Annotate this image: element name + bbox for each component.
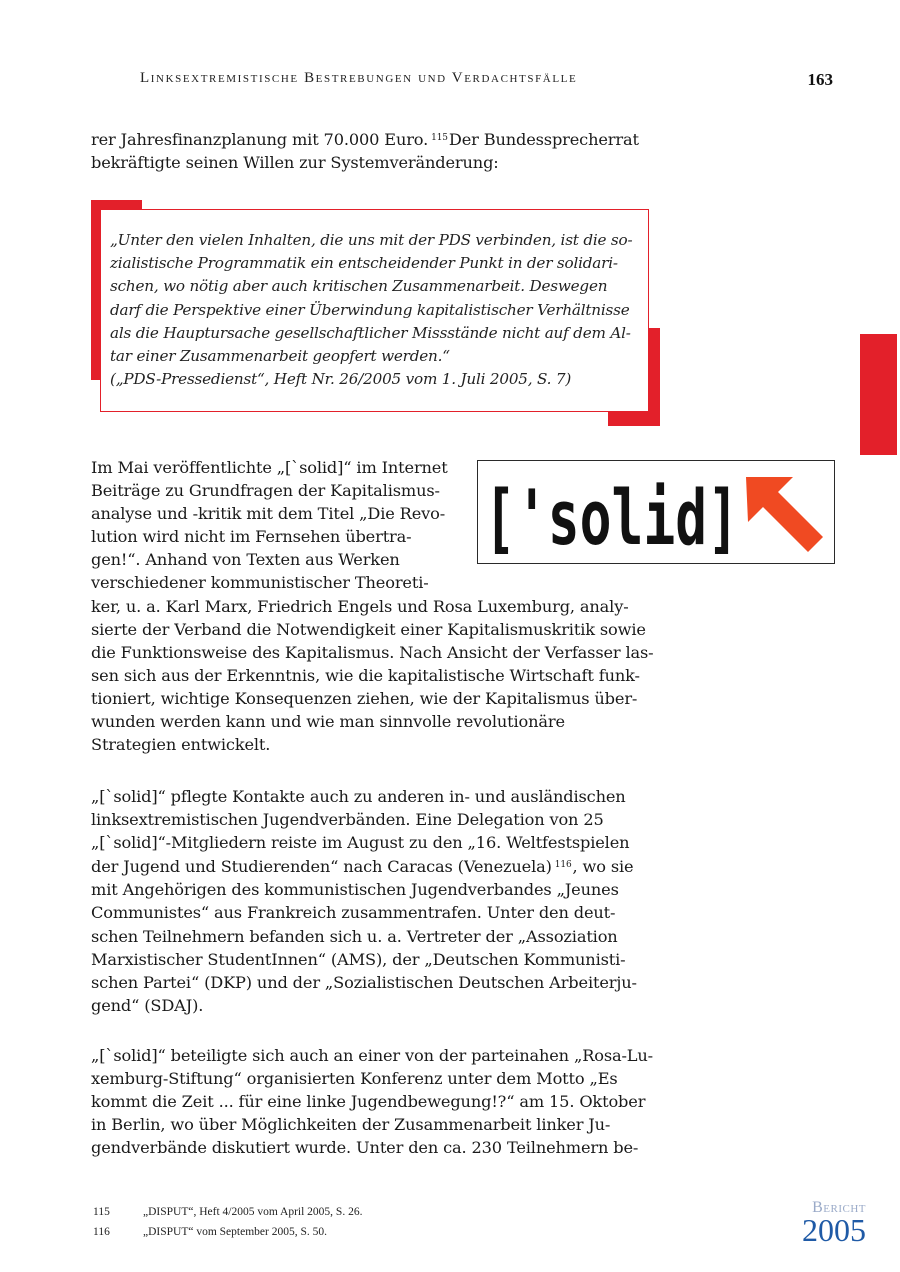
quote-line: zialistische Programmatik ein entscheidender Punkt in der solidari- xyxy=(110,254,618,273)
ref-line-text-after: , wo sie xyxy=(572,857,634,877)
quote-text xyxy=(110,229,632,391)
intro-text-after: Der Bundessprecherrat xyxy=(448,130,639,149)
footnote-ref-115[interactable]: 115 xyxy=(431,133,448,143)
quote-line: darf die Perspektive einer Überwindung kapitalistischer Verhältnisse xyxy=(110,300,630,319)
intro-text-before: rer Jahresfinanzplanung mit 70.000 Euro. xyxy=(91,130,429,149)
paragraph-solid-contacts xyxy=(91,785,637,1017)
paragraph-line xyxy=(91,854,637,878)
paragraph-line: Communistes“ aus Frankreich zusammentrafen. Unter den deut- xyxy=(91,903,616,923)
quote-line: tar einer Zusammenarbeit geopfert werden.“ xyxy=(110,347,450,366)
paragraph-line: gen!“. Anhand von Texten aus Werken xyxy=(91,550,400,570)
paragraph-line: analyse und -kritik mit dem Titel „Die Revo- xyxy=(91,504,446,524)
paragraph-line: die Funktionsweise des Kapitalismus. Nach Ansicht der Verfasser las- xyxy=(91,642,654,662)
chapter-marker-tab xyxy=(860,334,897,455)
intro-line-2: bekräftigte seinen Willen zur Systemveränderung: xyxy=(91,153,499,173)
paragraph-line: gendverbände diskutiert wurde. Unter den ca. 230 Teilnehmern be- xyxy=(91,1138,639,1158)
page-number: 163 xyxy=(807,70,833,89)
running-header-title: Linksextremistische Bestrebungen und Verdachtsfälle xyxy=(140,70,578,86)
paragraph-line: mit Angehörigen des kommunistischen Jugendverbandes „Jeunes xyxy=(91,880,619,900)
intro-line-1 xyxy=(91,127,639,151)
footnote-115 xyxy=(93,1202,362,1222)
quote-line: schen, wo nötig aber auch kritischen Zusammenarbeit. Deswegen xyxy=(110,277,608,296)
quote-source: („PDS-Pressedienst“, Heft Nr. 26/2005 vom 1. Juli 2005, S. 7) xyxy=(110,370,572,389)
footnote-number: 116 xyxy=(93,1226,110,1238)
paragraph-line: „[`solid]“-Mitgliedern reiste im August zu den „16. Weltfestspielen xyxy=(91,833,630,853)
paragraph-line: tioniert, wichtige Konsequenzen ziehen, wie der Kapitalismus über- xyxy=(91,688,638,708)
paragraph-line: ker, u. a. Karl Marx, Friedrich Engels und Rosa Luxemburg, analy- xyxy=(91,596,629,616)
footnote-number: 115 xyxy=(93,1206,110,1218)
paragraph-line: „[`solid]“ beteiligte sich auch an einer von der parteinahen „Rosa-Lu- xyxy=(91,1046,653,1065)
paragraph-line: Strategien entwickelt. xyxy=(91,735,271,755)
footnote-text: „DISPUT“, Heft 4/2005 vom April 2005, S. 26. xyxy=(143,1206,363,1218)
footnotes xyxy=(93,1202,362,1242)
paragraph-line: Beiträge zu Grundfragen der Kapitalismus- xyxy=(91,481,440,501)
paragraph-line: verschiedener kommunistischer Theoreti- xyxy=(91,573,429,593)
paragraph-line: wunden werden kann und wie man sinnvolle revolutionäre xyxy=(91,712,565,732)
paragraph-line: kommt die Zeit ... für eine linke Jugendbewegung!?“ am 15. Oktober xyxy=(91,1092,646,1112)
paragraph-line: sierte der Verband die Notwendigkeit einer Kapitalismuskritik sowie xyxy=(91,619,646,639)
solid-logo-text: ['solid] xyxy=(484,473,739,562)
paragraph-line: lution wird nicht im Fernsehen übertra- xyxy=(91,527,412,547)
paragraph-solid-conference xyxy=(91,1044,653,1159)
intro-paragraph xyxy=(91,127,639,174)
quote-line: als die Hauptursache gesellschaftlicher Missstände nicht auf dem Al- xyxy=(110,323,631,342)
paragraph-line: sen sich aus der Erkenntnis, wie die kapitalistische Wirtschaft funk- xyxy=(91,665,640,685)
quote-line: „Unter den vielen Inhalten, die uns mit der PDS verbinden, ist die so- xyxy=(110,231,633,249)
footnote-text: „DISPUT“ vom September 2005, S. 50. xyxy=(143,1226,327,1238)
footnote-116 xyxy=(93,1222,362,1242)
paragraph-line: „[`solid]“ pflegte Kontakte auch zu anderen in- und ausländischen xyxy=(91,787,626,806)
paragraph-line: schen Teilnehmern befanden sich u. a. Vertreter der „Assoziation xyxy=(91,926,618,946)
ref-line-text: der Jugend und Studierenden“ nach Caracas (Venezuela) xyxy=(91,857,552,877)
report-brand-year: 2005 xyxy=(802,1212,866,1248)
paragraph-line: in Berlin, wo über Möglichkeiten der Zusammenarbeit linker Ju- xyxy=(91,1115,611,1135)
paragraph-line: Marxistischer StudentInnen“ (AMS), der „Deutschen Kommunisti- xyxy=(91,949,626,969)
paragraph-line: schen Partei“ (DKP) und der „Sozialistischen Deutschen Arbeiterju- xyxy=(91,972,637,992)
report-brand-word: Bericht xyxy=(812,1199,866,1216)
paragraph-solid-publication xyxy=(91,456,654,756)
paragraph-line: xemburg-Stiftung“ organisierten Konferenz unter dem Motto „Es xyxy=(91,1069,618,1089)
arrow-up-left-icon xyxy=(746,477,823,552)
paragraph-line: Im Mai veröffentlichte „[`solid]“ im Internet xyxy=(91,458,448,477)
paragraph-line: linksextremistischen Jugendverbänden. Eine Delegation von 25 xyxy=(91,810,604,830)
footnote-ref-116[interactable]: 116 xyxy=(554,860,572,871)
paragraph-line: gend“ (SDAJ). xyxy=(91,995,204,1015)
